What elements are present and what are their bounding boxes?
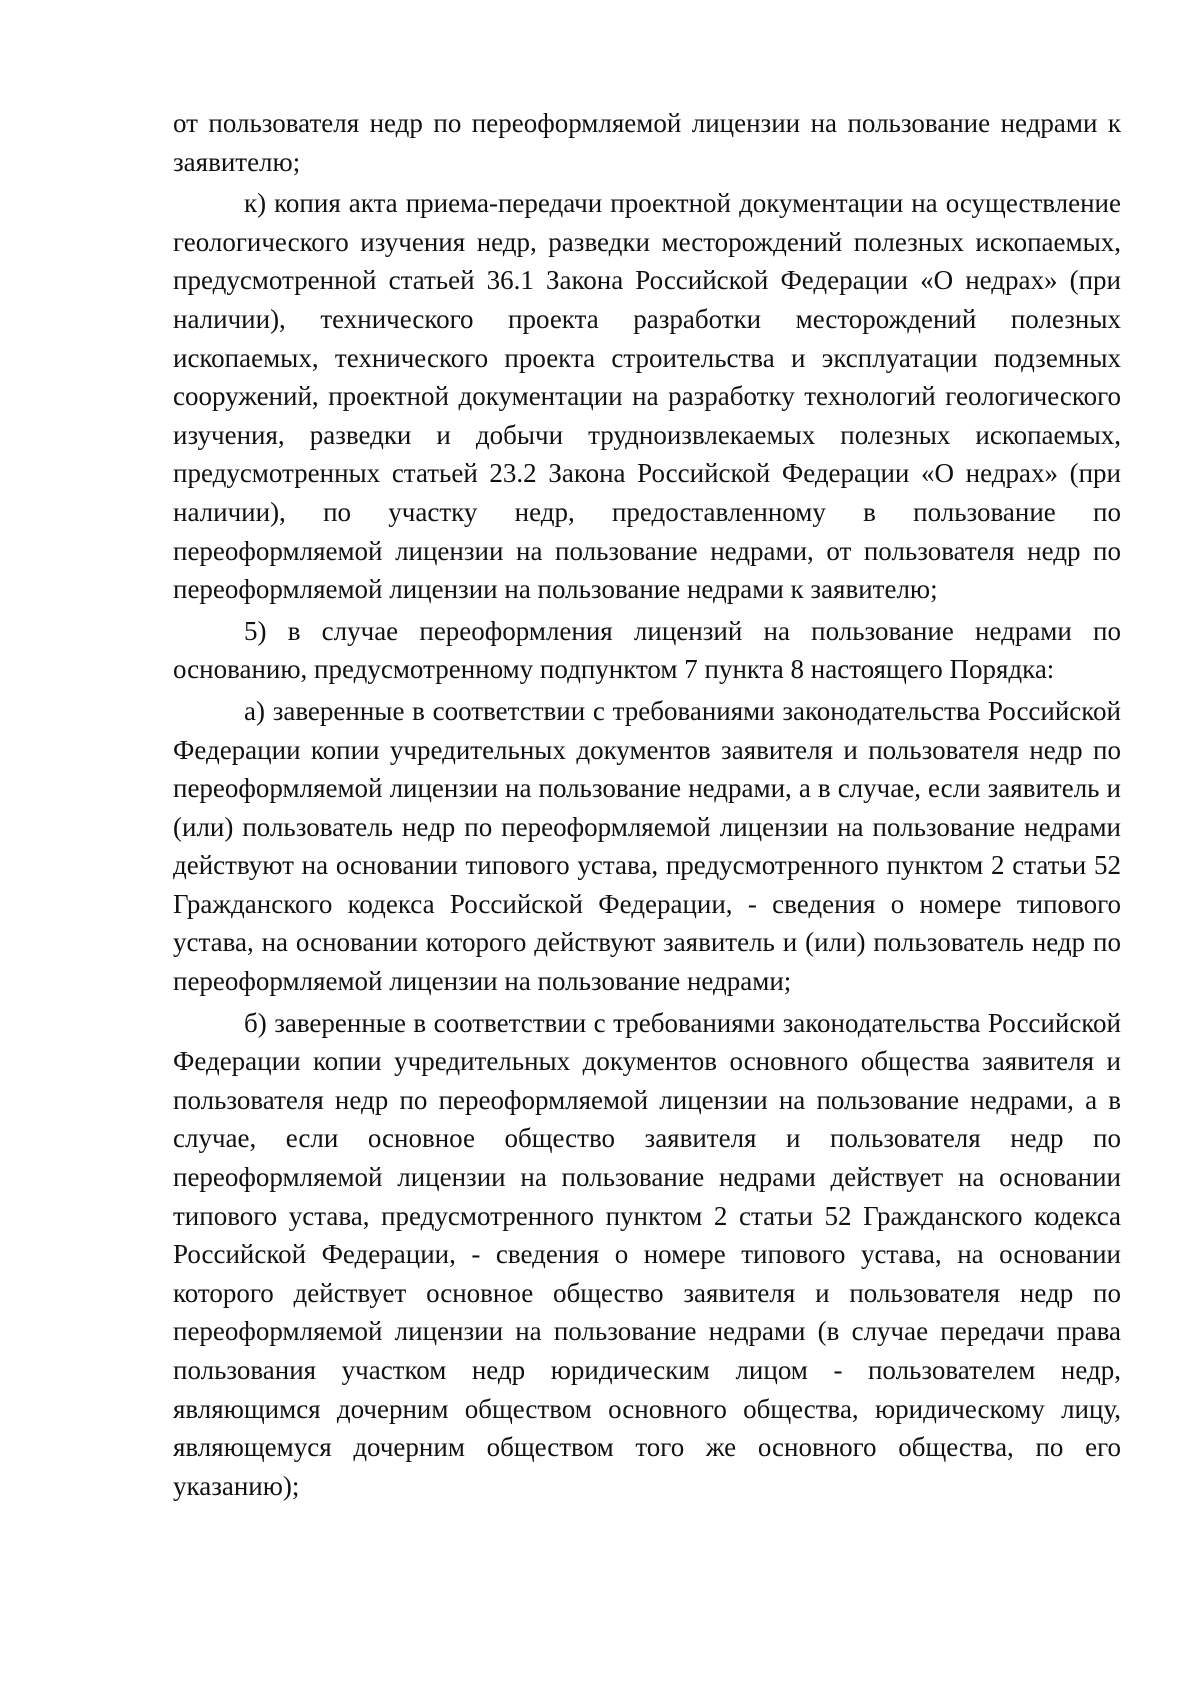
paragraph-item-a: а) заверенные в соответствии с требованиями законодательства Российской Федерации копии учредительных документов заявителя и пользователя недр по переоформляемой лицензии на пользование недрами, а в случае, если заявитель и (или) пользователь недр по переоформляемой лицензии на пользование недрами действуют на основании типового устава, предусмотренного пунктом 2 статьи 52 Гражданского кодекса Российской Федерации, - сведения о номере типового устава, на основании которого действуют заявитель и (или) пользователь недр по переоформляемой лицензии на пользование недрами;	[173, 695, 1121, 997]
paragraph-item-b: б) заверенные в соответствии с требованиями законодательства Российской Федерации копии учредительных документов основного общества заявителя и пользователя недр по переоформляемой лицензии на пользование недрами, а в случае, если основное общество заявителя и пользователя недр по переоформляемой лицензии на пользование недрами действует на основании типового устава, предусмотренного пунктом 2 статьи 52 Гражданского кодекса Российской Федерации, - сведения о номере типового устава, на основании которого действует основное общество заявителя и пользователя недр по переоформляемой лицензии на пользование недрами (в случае передачи права пользования участком недр юридическим лицом - пользователем недр, являющимся дочерним обществом основного общества, юридическому лицу, являющемуся дочерним обществом того же основного общества, по его указанию);	[173, 1007, 1121, 1501]
paragraph-continuation: от пользователя недр по переоформляемой лицензии на пользование недрами к заявителю;	[173, 108, 1121, 177]
paragraph-item-k: к) копия акта приема-передачи проектной документации на осуществление геологического изучения недр, разведки месторождений полезных ископаемых, предусмотренной статьей 36.1 Закона Российской Федерации «О недрах» (при наличии), технического проекта разработки месторождений полезных ископаемых, технического проекта строительства и эксплуатации подземных сооружений, проектной документации на разработку технологий геологического изучения, разведки и добычи трудноизвлекаемых полезных ископаемых, предусмотренных статьей 23.2 Закона Российской Федерации «О недрах» (при наличии), по участку недр, предоставленному в пользование по переоформляемой лицензии на пользование недрами, от пользователя недр по переоформляемой лицензии на пользование недрами к заявителю;	[173, 188, 1121, 605]
paragraph-item-5: 5) в случае переоформления лицензий на пользование недрами по основанию, предусмотренному подпунктом 7 пункта 8 настоящего Порядка:	[173, 615, 1121, 685]
document-page	[173, 104, 1121, 1508]
